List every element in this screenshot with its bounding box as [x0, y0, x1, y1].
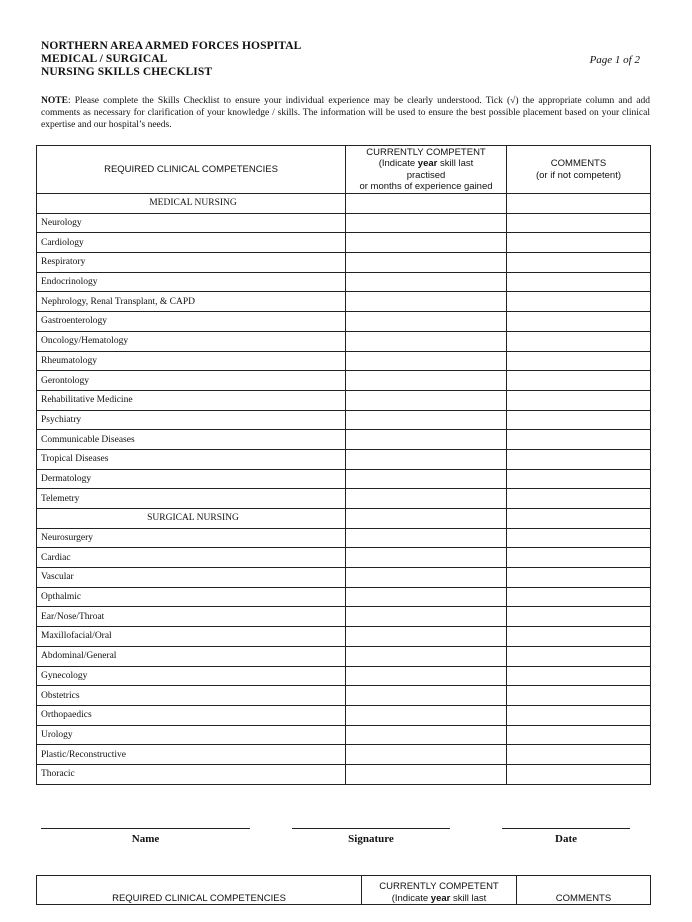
document-header	[41, 40, 301, 79]
header-comments-line2: (or if not competent)	[535, 169, 621, 181]
competency-year-cell[interactable]	[346, 627, 507, 647]
header-current-line4: or months of experience gained	[359, 181, 493, 192]
comments-cell[interactable]	[507, 489, 651, 509]
table-row	[37, 607, 651, 627]
footer-header-competencies: REQUIRED CLINICAL COMPETENCIES	[37, 876, 362, 905]
competency-year-cell[interactable]	[346, 213, 507, 233]
comments-cell[interactable]	[507, 253, 651, 273]
competency-label: Opthalmic	[37, 587, 346, 607]
competency-label: Ear/Nose/Throat	[37, 607, 346, 627]
competency-year-cell[interactable]	[346, 705, 507, 725]
comments-cell[interactable]	[507, 627, 651, 647]
competency-year-cell[interactable]	[346, 469, 507, 489]
competency-label: Psychiatry	[37, 410, 346, 430]
competency-label: Plastic/Reconstructive	[37, 745, 346, 765]
competency-year-cell[interactable]	[346, 390, 507, 410]
competency-label: Neurology	[37, 213, 346, 233]
competency-year-cell[interactable]	[346, 292, 507, 312]
comments-cell[interactable]	[507, 469, 651, 489]
competency-year-cell[interactable]	[346, 430, 507, 450]
signature-line	[292, 828, 450, 829]
competency-year-cell[interactable]	[346, 233, 507, 253]
header-current-line1: CURRENTLY COMPETENT	[366, 146, 486, 158]
competency-label: Thoracic	[37, 764, 346, 784]
competency-label: Cardiology	[37, 233, 346, 253]
competency-label: Gerontology	[37, 371, 346, 391]
header-comments	[507, 146, 651, 194]
competency-year-cell[interactable]	[346, 449, 507, 469]
table-row	[37, 331, 651, 351]
competency-year-cell[interactable]	[346, 686, 507, 706]
footer-header-comments: COMMENTS	[517, 876, 651, 905]
table-row	[37, 312, 651, 332]
name-field[interactable]	[41, 828, 250, 845]
competency-label: Orthopaedics	[37, 705, 346, 725]
comments-cell[interactable]	[507, 272, 651, 292]
competency-label: Vascular	[37, 568, 346, 588]
competency-label: Communicable Diseases	[37, 430, 346, 450]
table-header-row	[37, 876, 651, 905]
competency-year-cell[interactable]	[346, 587, 507, 607]
comments-cell[interactable]	[507, 233, 651, 253]
comments-cell	[507, 509, 651, 529]
header-current-text: skill last	[437, 158, 474, 169]
footer-current-line2	[362, 893, 516, 905]
competency-label: Neurosurgery	[37, 528, 346, 548]
table-row	[37, 568, 651, 588]
comments-cell[interactable]	[507, 764, 651, 784]
section-title: MEDICAL NURSING	[37, 194, 346, 214]
table-row	[37, 253, 651, 273]
comments-cell[interactable]	[507, 331, 651, 351]
comments-cell[interactable]	[507, 528, 651, 548]
skills-checklist-table	[36, 145, 651, 785]
name-line	[41, 828, 250, 829]
table-row	[37, 489, 651, 509]
department-title: MEDICAL / SURGICAL	[41, 53, 168, 65]
header-comments-line1: COMMENTS	[550, 158, 607, 169]
competency-year-cell[interactable]	[346, 607, 507, 627]
checklist-body	[37, 194, 651, 785]
competency-label: Rheumatology	[37, 351, 346, 371]
note-text: : Please complete the Skills Checklist to ensure your individual experience may be clearly understood. Tick (√) the appropriate column and add comments as necessary for clarification of your knowledge / skills. The information will be used to ensure the best possible placement based on your clinical expertise and our hospital’s needs.	[41, 96, 650, 130]
table-row	[37, 449, 651, 469]
header-current-line2	[346, 158, 506, 170]
comments-cell	[507, 194, 651, 214]
comments-cell[interactable]	[507, 745, 651, 765]
table-row	[37, 371, 651, 391]
competency-label: Tropical Diseases	[37, 449, 346, 469]
date-field[interactable]	[502, 828, 630, 845]
table-row	[37, 587, 651, 607]
date-label: Date	[555, 833, 577, 845]
competency-label: Telemetry	[37, 489, 346, 509]
table-row	[37, 646, 651, 666]
section-title: SURGICAL NURSING	[37, 509, 346, 529]
competency-year-cell[interactable]	[346, 331, 507, 351]
competency-year-cell[interactable]	[346, 745, 507, 765]
competency-label: Abdominal/General	[37, 646, 346, 666]
competency-year-cell[interactable]	[346, 410, 507, 430]
competency-year-cell[interactable]	[346, 371, 507, 391]
date-line	[502, 828, 630, 829]
comments-cell[interactable]	[507, 390, 651, 410]
competency-year-cell[interactable]	[346, 568, 507, 588]
comments-cell[interactable]	[507, 371, 651, 391]
competency-year-cell[interactable]	[346, 725, 507, 745]
comments-cell[interactable]	[507, 548, 651, 568]
table-header-row	[37, 146, 651, 194]
table-row	[37, 686, 651, 706]
competency-label: Gastroenterology	[37, 312, 346, 332]
table-row	[37, 745, 651, 765]
competency-label: Obstetrics	[37, 686, 346, 706]
footer-current-year: year	[430, 892, 451, 904]
section-header-row	[37, 194, 651, 214]
footer-current-text: (Indicate	[391, 892, 431, 904]
table-row	[37, 292, 651, 312]
header-current-line3: practised	[406, 169, 446, 181]
footer-current-line1: CURRENTLY COMPETENT	[379, 881, 499, 892]
competency-year-cell[interactable]	[346, 528, 507, 548]
signature-field[interactable]	[292, 828, 450, 845]
continued-table-header	[36, 875, 651, 905]
competency-year-cell[interactable]	[346, 548, 507, 568]
table-row	[37, 272, 651, 292]
competency-label: Gynecology	[37, 666, 346, 686]
competency-year-cell[interactable]	[346, 666, 507, 686]
checklist-title: NURSING SKILLS CHECKLIST	[41, 66, 213, 78]
table-row	[37, 390, 651, 410]
instructions-note	[41, 95, 650, 131]
competency-year-cell	[346, 509, 507, 529]
competency-year-cell[interactable]	[346, 489, 507, 509]
competency-label: Urology	[37, 725, 346, 745]
table-row	[37, 528, 651, 548]
comments-cell[interactable]	[507, 410, 651, 430]
header-currently-competent	[346, 146, 507, 194]
comments-cell[interactable]	[507, 666, 651, 686]
competency-year-cell[interactable]	[346, 646, 507, 666]
competency-year-cell[interactable]	[346, 312, 507, 332]
comments-cell[interactable]	[507, 213, 651, 233]
competency-label: Maxillofacial/Oral	[37, 627, 346, 647]
competency-year-cell	[346, 194, 507, 214]
comments-cell[interactable]	[507, 292, 651, 312]
comments-cell[interactable]	[507, 430, 651, 450]
signature-label: Signature	[348, 833, 394, 845]
table-row	[37, 705, 651, 725]
hospital-name: NORTHERN AREA ARMED FORCES HOSPITAL	[41, 40, 302, 52]
competency-label: Cardiac	[37, 548, 346, 568]
comments-cell[interactable]	[507, 725, 651, 745]
competency-label: Dermatology	[37, 469, 346, 489]
footer-current-text: skill last	[450, 892, 487, 904]
comments-cell[interactable]	[507, 607, 651, 627]
competency-label: Rehabilitative Medicine	[37, 390, 346, 410]
table-row	[37, 410, 651, 430]
comments-cell[interactable]	[507, 568, 651, 588]
comments-cell[interactable]	[507, 646, 651, 666]
note-label: NOTE	[41, 96, 68, 106]
competency-year-cell[interactable]	[346, 764, 507, 784]
comments-cell[interactable]	[507, 449, 651, 469]
table-row	[37, 764, 651, 784]
competency-label: Oncology/Hematology	[37, 331, 346, 351]
comments-cell[interactable]	[507, 351, 651, 371]
comments-cell[interactable]	[507, 686, 651, 706]
section-header-row	[37, 509, 651, 529]
table-row	[37, 430, 651, 450]
competency-year-cell[interactable]	[346, 351, 507, 371]
header-competencies: REQUIRED CLINICAL COMPETENCIES	[37, 146, 346, 194]
table-row	[37, 469, 651, 489]
table-row	[37, 666, 651, 686]
competency-year-cell[interactable]	[346, 272, 507, 292]
table-row	[37, 725, 651, 745]
comments-cell[interactable]	[507, 587, 651, 607]
competency-year-cell[interactable]	[346, 253, 507, 273]
table-row	[37, 233, 651, 253]
footer-header-currently-competent	[362, 876, 517, 905]
name-label: Name	[131, 833, 160, 845]
table-row	[37, 627, 651, 647]
table-row	[37, 213, 651, 233]
competency-label: Endocrinology	[37, 272, 346, 292]
header-current-text: (Indicate	[378, 158, 418, 169]
page-number: Page 1 of 2	[589, 54, 640, 66]
table-row	[37, 351, 651, 371]
table-row	[37, 548, 651, 568]
comments-cell[interactable]	[507, 705, 651, 725]
comments-cell[interactable]	[507, 312, 651, 332]
competency-label: Nephrology, Renal Transplant, & CAPD	[37, 292, 346, 312]
competency-label: Respiratory	[37, 253, 346, 273]
header-current-year: year	[417, 158, 438, 169]
